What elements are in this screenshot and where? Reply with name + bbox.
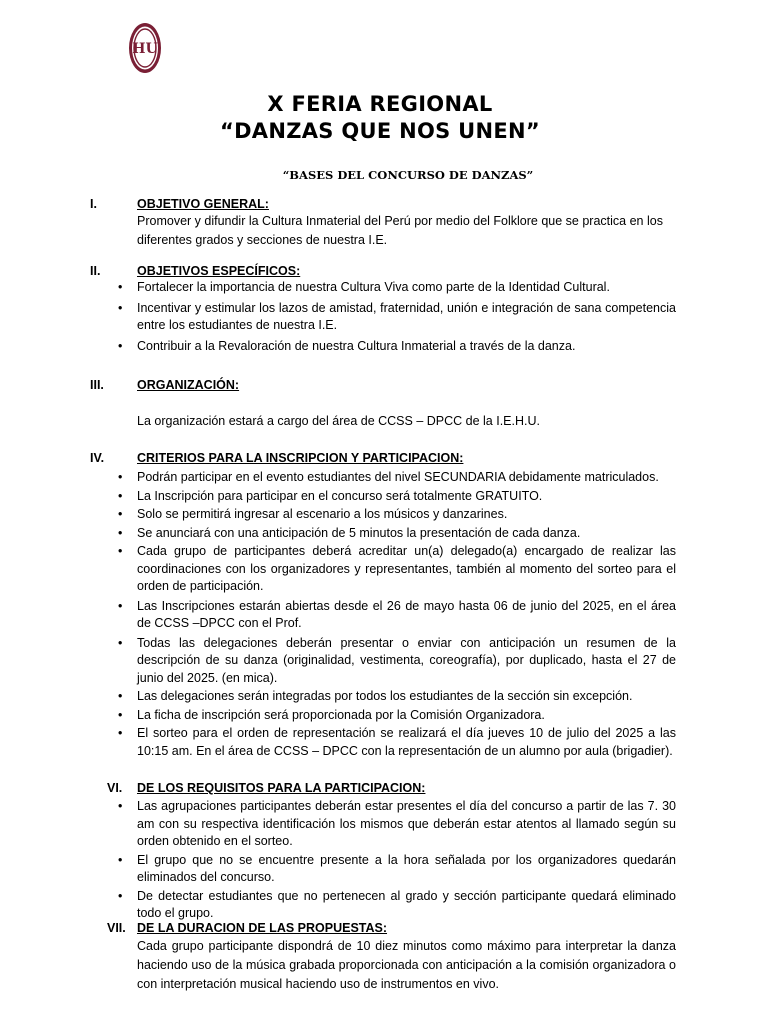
list-item: [116, 852, 676, 887]
bullet-icon: •: [118, 507, 123, 521]
list-item-text: Contribuir a la Revaloración de nuestra Cultura Inmaterial a través de la danza.: [137, 338, 576, 353]
section-number-2: II.: [90, 264, 101, 278]
bullet-icon: •: [118, 726, 123, 740]
bullet-list-criterios: [116, 469, 676, 760]
bullet-list-objetivos-especificos: [116, 279, 676, 355]
bullet-icon: •: [118, 799, 123, 813]
list-item: [116, 469, 676, 487]
section-number-4: IV.: [90, 451, 105, 465]
list-item-text: Todas las delegaciones deberán presentar o enviar con anticipación un resumen de la descripción de su danza (originalidad, vestimenta, coreografía), por duplicado, hasta el 27 de junio del 2025. (en mica).: [137, 635, 676, 685]
list-item-text: Cada grupo de participantes deberá acreditar un(a) delegado(a) encargado de realizar las coordinaciones con los organizadores y representantes, también al momento del sorteo para el orden de participación.: [137, 544, 676, 593]
list-item: [116, 488, 676, 506]
section-number-3: III.: [90, 378, 104, 392]
bullet-icon: •: [118, 525, 123, 540]
list-item: [116, 798, 676, 851]
logo-text: HU: [132, 41, 158, 57]
section-heading-objetivos-especificos: OBJETIVOS ESPECÍFICOS:: [137, 264, 301, 278]
bullet-icon: •: [118, 598, 123, 613]
list-item: [116, 635, 676, 688]
list-item: [116, 598, 676, 633]
list-item-text: De detectar estudiantes que no pertenecen al grado y sección participante quedará eliminado todo el grupo.: [137, 888, 676, 920]
section-text-duracion: Cada grupo participante dispondrá de 10 diez minutos como máximo para interpretar la danza haciendo uso de la música grabada proporcionada con anticipación a la comisión organizadora o con interpretación musical haciendo uso de instrumentos en vivo.: [137, 939, 676, 991]
section-heading-organizacion: ORGANIZACIÓN:: [137, 378, 240, 392]
bullet-icon: •: [118, 488, 123, 503]
document-subtitle: “BASES DEL CONCURSO DE DANZAS”: [282, 168, 534, 182]
section-number-1: I.: [90, 197, 97, 211]
list-item-text: Podrán participar en el evento estudiantes del nivel SECUNDARIA debidamente matriculados.: [137, 470, 659, 484]
list-item-text: El sorteo para el orden de representación se realizará el día jueves 10 de julio del 2025 a las 10:15 am. En el área de CCSS – DPCC con la representación de un alumno por aula (brigadier).: [137, 726, 676, 758]
school-logo: [128, 22, 162, 74]
list-item-text: Se anunciará con una anticipación de 5 minutos la presentación de cada danza.: [137, 525, 581, 540]
bullet-icon: •: [118, 707, 123, 722]
document-title-line-2: “DANZAS QUE NOS UNEN”: [219, 119, 541, 143]
list-item-text: Solo se permitirá ingresar al escenario a los músicos y danzarines.: [137, 507, 508, 521]
section-heading-requisitos: DE LOS REQUISITOS PARA LA PARTICIPACION:: [137, 781, 426, 795]
list-item-text: El grupo que no se encuentre presente a la hora señalada por los organizadores quedarán eliminados del concurso.: [137, 852, 676, 884]
list-item-text: Las delegaciones serán integradas por todos los estudiantes de la sección sin excepción.: [137, 689, 633, 703]
bullet-icon: •: [118, 689, 123, 703]
list-item: [116, 688, 676, 706]
list-item: [116, 279, 676, 297]
section-text-organizacion: La organización estará a cargo del área de CCSS – DPCC de la I.E.H.U.: [137, 414, 540, 428]
list-item: [116, 725, 676, 760]
bullet-icon: •: [118, 470, 123, 484]
list-item-text: La ficha de inscripción será proporcionada por la Comisión Organizadora.: [137, 707, 545, 722]
bullet-icon: •: [118, 635, 123, 650]
bullet-icon: •: [118, 300, 123, 315]
section-number-6: VI.: [107, 781, 123, 795]
list-item-text: Las agrupaciones participantes deberán estar presentes el día del concurso a partir de las 7. 30 am con su respectiva identificación los mismos que deberán estar atentos al llamado según su orden obtenido en el sorteo.: [137, 799, 676, 848]
section-heading-duracion: DE LA DURACION DE LAS PROPUESTAS:: [137, 921, 388, 935]
section-heading-objetivo-general: OBJETIVO GENERAL:: [137, 197, 269, 211]
section-text-objetivo-general: Promover y difundir la Cultura Inmaterial del Perú por medio del Folklore que se practica en los diferentes grados y secciones de nuestra I.E.: [137, 214, 663, 247]
bullet-icon: •: [118, 338, 123, 353]
bullet-icon: •: [118, 280, 123, 294]
document-title-line-1: X FERIA REGIONAL: [267, 92, 493, 116]
bullet-icon: •: [118, 888, 123, 903]
section-number-7: VII.: [107, 921, 126, 935]
list-item: [116, 300, 676, 335]
bullet-icon: •: [118, 544, 123, 558]
list-item-text: Fortalecer la importancia de nuestra Cultura Viva como parte de la Identidad Cultural.: [137, 280, 610, 294]
list-item: [116, 525, 676, 543]
list-item: [116, 888, 676, 923]
list-item: [116, 543, 676, 596]
bullet-list-requisitos: [116, 798, 676, 923]
list-item: [116, 338, 676, 356]
list-item: [116, 707, 676, 725]
list-item: [116, 506, 676, 524]
section-heading-criterios: CRITERIOS PARA LA INSCRIPCION Y PARTICIPACION:: [137, 451, 464, 465]
list-item-text: Las Inscripciones estarán abiertas desde el 26 de mayo hasta 06 de junio del 2025, en el área de CCSS –DPCC con el Prof.: [137, 598, 676, 630]
list-item-text: La Inscripción para participar en el concurso será totalmente GRATUITO.: [137, 488, 543, 503]
list-item-text: Incentivar y estimular los lazos de amistad, fraternidad, unión e integración de sana competencia entre los estudiantes de nuestra I.E.: [137, 300, 676, 332]
bullet-icon: •: [118, 852, 123, 867]
